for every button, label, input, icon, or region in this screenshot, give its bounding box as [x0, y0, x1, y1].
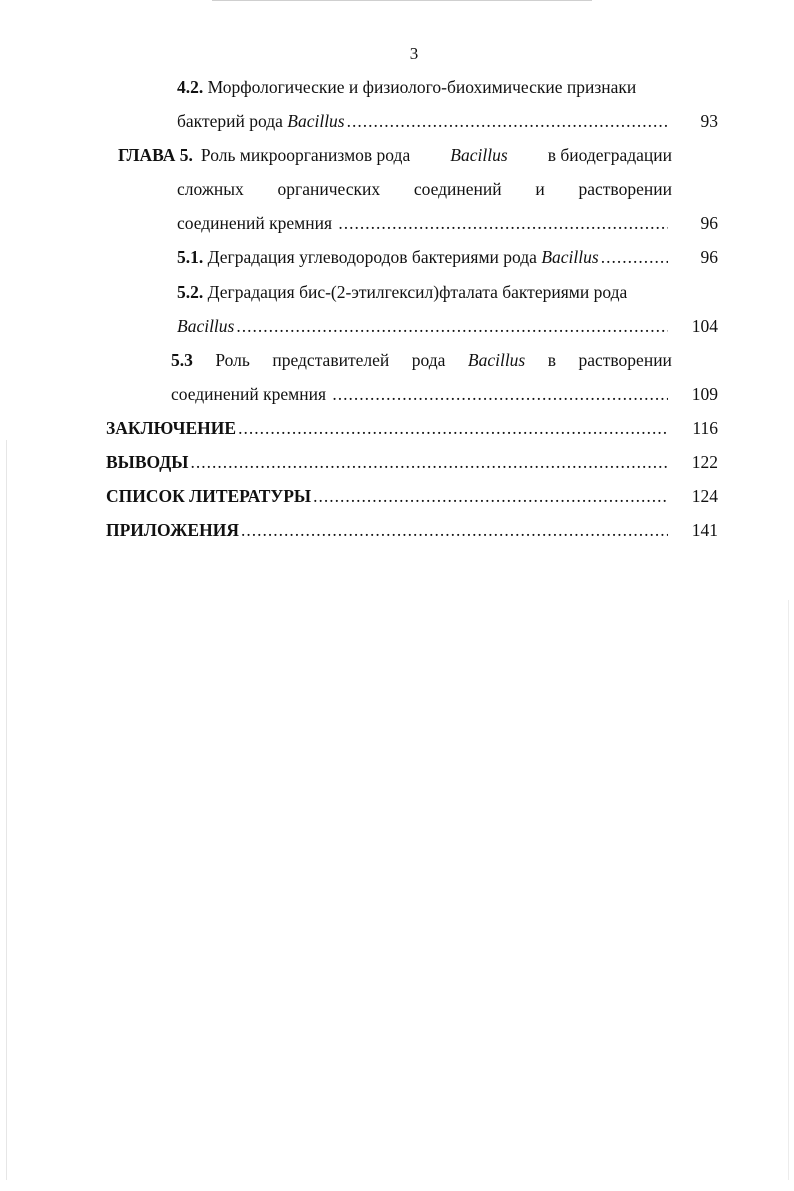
leader-dots: [313, 484, 668, 508]
toc-entry-5-1-title: Деградация углеводородов бактериями рода: [207, 247, 542, 267]
toc-entry-findings-page: 122: [691, 452, 718, 472]
toc-entry-5-1-italic: Bacillus: [541, 247, 599, 267]
toc-entry-5-2-italic: Bacillus: [177, 316, 235, 336]
toc-entry-4-2-line2[interactable]: [177, 109, 672, 133]
toc-entry-5-3-line1: [171, 348, 672, 372]
toc-entry-ch5-number: ГЛАВА 5.: [118, 145, 193, 165]
toc-entry-ch5-title-line3: соединений кремния: [177, 213, 337, 233]
toc-entry-4-2-title-line2: бактерий рода: [177, 111, 288, 131]
toc-word: сложных: [177, 179, 244, 199]
scan-edge-left: [6, 440, 7, 1180]
toc-entry-appendices-page: 141: [691, 520, 718, 540]
toc-entry-ch5-title-line1: [201, 143, 672, 167]
toc-word: растворении: [578, 350, 672, 370]
leader-dots: [191, 450, 669, 474]
toc-word: Роль: [215, 350, 250, 370]
toc-entry-5-3-title-line2: соединений кремния: [171, 384, 331, 404]
toc-entry-ch5-italic: Bacillus: [450, 145, 508, 165]
toc-entry-conclusion-title: ЗАКЛЮЧЕНИЕ: [106, 418, 237, 438]
toc-entry-4-2-line1: [177, 75, 636, 99]
toc-entry-appendices-title: ПРИЛОЖЕНИЯ: [106, 520, 239, 540]
toc-entry-5-2-line1: [177, 280, 627, 304]
toc-entry-ch5-line1: [118, 143, 672, 167]
toc-entry-ch5-title-part2: в биодеградации: [543, 145, 672, 165]
toc-word: представителей: [272, 350, 390, 370]
toc-entry-5-3-page: 109: [691, 384, 718, 404]
toc-entry-5-2-line2[interactable]: [177, 314, 672, 338]
leader-dots: [338, 211, 668, 235]
toc-entry-5-2-title: Деградация бис-(2-этилгексил)фталата бактериями рода: [207, 282, 628, 302]
toc-word: растворении: [578, 179, 672, 199]
toc-entry-findings-title: ВЫВОДЫ: [106, 452, 189, 472]
toc-entry-appendices[interactable]: [106, 518, 672, 542]
toc-entry-ch5-title-part1: Роль микроорганизмов рода: [200, 145, 415, 165]
page-number: 3: [409, 44, 419, 63]
toc-entry-conclusion[interactable]: [106, 416, 672, 440]
leader-dots: [601, 245, 668, 269]
leader-dots: [238, 416, 668, 440]
toc-word: рода: [411, 350, 446, 370]
leader-dots: [236, 314, 668, 338]
toc-entry-5-2-page: 104: [691, 316, 718, 336]
leader-dots: [241, 518, 668, 542]
leader-dots: [347, 109, 668, 133]
toc-entry-5-1-page: 96: [700, 247, 718, 267]
toc-word: соединений: [413, 179, 502, 199]
toc-entry-ch5-page: 96: [700, 213, 718, 233]
toc-entry-4-2-italic: Bacillus: [287, 111, 345, 131]
toc-entry-5-1[interactable]: [177, 245, 672, 269]
toc-entry-findings[interactable]: [106, 450, 672, 474]
toc-entry-5-3-line2[interactable]: [171, 382, 672, 406]
toc-entry-ch5-line3[interactable]: [177, 211, 672, 235]
toc-entry-conclusion-page: 116: [692, 418, 718, 438]
toc-entry-ch5-line2: [177, 177, 672, 201]
toc-entry-4-2-page: 93: [700, 111, 718, 131]
leader-dots: [332, 382, 668, 406]
toc-word-italic: Bacillus: [467, 350, 526, 370]
toc-entry-4-2-number: 4.2.: [177, 77, 204, 97]
toc-entry-5-1-number: 5.1.: [177, 247, 204, 267]
toc-entry-references-page: 124: [691, 486, 718, 506]
toc-word: в: [547, 350, 556, 370]
scan-edge-right: [788, 600, 789, 1180]
toc-entry-5-2-number: 5.2.: [177, 282, 204, 302]
toc-word: органических: [277, 179, 381, 199]
toc-word: и: [535, 179, 545, 199]
scan-edge-top: [212, 0, 592, 1]
toc-entry-references-title: СПИСОК ЛИТЕРАТУРЫ: [106, 486, 312, 506]
toc-entry-5-3-number: 5.3: [171, 350, 193, 370]
toc-entry-references[interactable]: [106, 484, 672, 508]
toc-entry-4-2-title-line1: Морфологические и физиолого-биохимические признаки: [207, 77, 637, 97]
